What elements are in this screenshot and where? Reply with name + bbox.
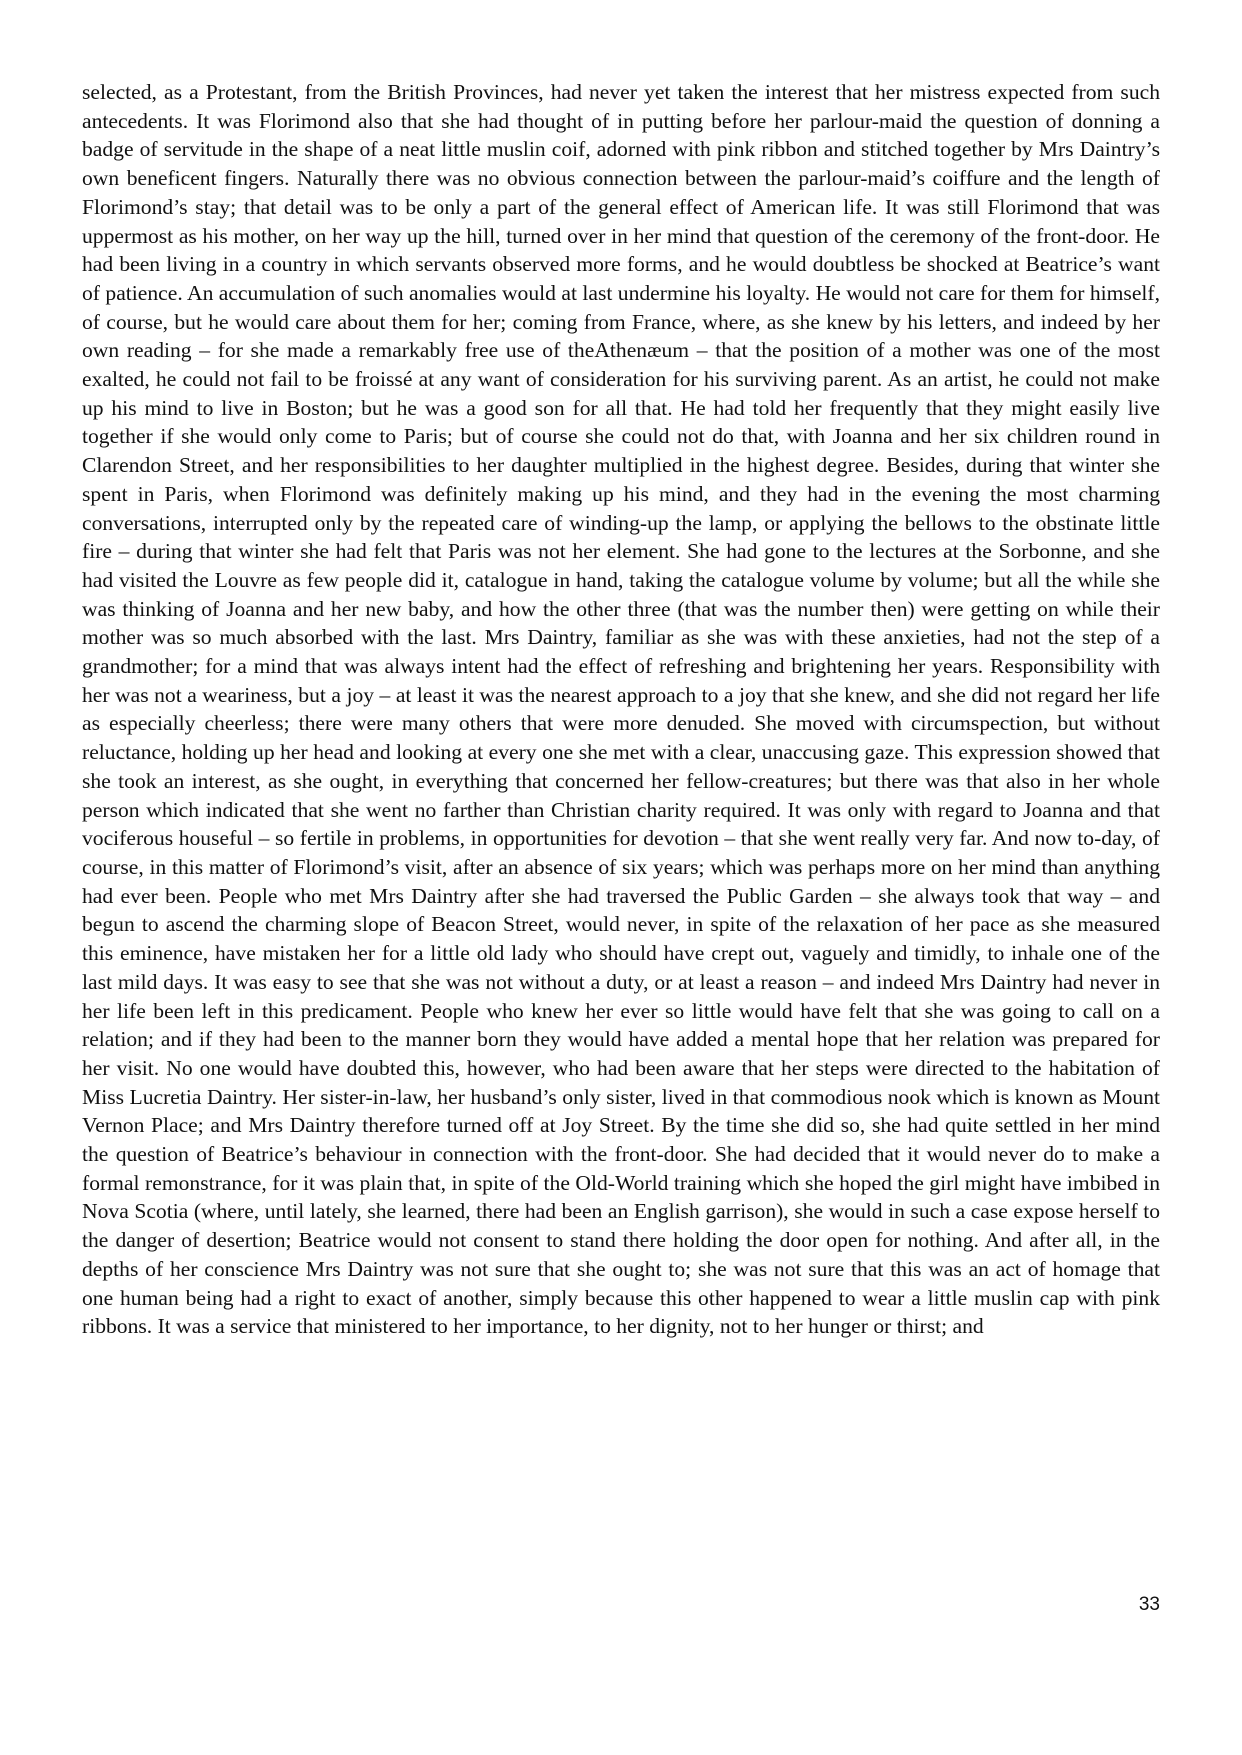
page-number: 33 xyxy=(1138,1594,1160,1615)
body-paragraph: selected, as a Protestant, from the British Provinces, had never yet taken the interest that her mistress expected from such antecedents. It was Florimond also that she had thought of in putting before her parlour-maid the question of donning a badge of servitude in the shape of a neat little muslin coif, adorned with pink ribbon and stitched together by Mrs Daintry’s own beneficent fingers. Naturally there was no obvious connection between the parlour-maid’s coiffure and the length of Florimond’s stay; that detail was to be only a part of the general effect of American life. It was still Florimond that was uppermost as his mother, on her way up the hill, turned over in her mind that question of the ceremony of the front-door. He had been living in a country in which servants observed more forms, and he would doubtless be shocked at Beatrice’s want of patience. An accumulation of such anomalies would at last undermine his loyalty. He would not care for them for himself, of course, but he would care about them for her; coming from France, where, as she knew by his letters, and indeed by her own reading – for she made a remarkably free use of theAthenæum – that the position of a mother was one of the most exalted, he could not fail to be froissé at any want of consideration for his surviving parent. As an artist, he could not make up his mind to live in Boston; but he was a good son for all that. He had told her frequently that they might easily live together if she would only come to Paris; but of course she could not do that, with Joanna and her six children round in Clarendon Street, and her responsibilities to her daughter multiplied in the highest degree. Besides, during that winter she spent in Paris, when Florimond was definitely making up his mind, and they had in the evening the most charming conversations, interrupted only by the repeated care of winding-up the lamp, or applying the bellows to the obstinate little fire – during that winter she had felt that Paris was not her element. She had gone to the lectures at the Sorbonne, and she had visited the Louvre as few people did it, catalogue in hand, taking the catalogue volume by volume; but all the while she was thinking of Joanna and her new baby, and how the other three (that was the number then) were getting on while their mother was so much absorbed with the last. Mrs Daintry, familiar as she was with these anxieties, had not the step of a grandmother; for a mind that was always intent had the effect of refreshing and brightening her years. Responsibility with her was not a weariness, but a joy – at least it was the nearest approach to a joy that she knew, and she did not regard her life as especially cheerless; there were many others that were more denuded. She moved with circumspection, but without reluctance, holding up her head and looking at every one she met with a clear, unaccusing gaze. This expression showed that she took an interest, as she ought, in everything that concerned her fellow-creatures; but there was that also in her whole person which indicated that she went no farther than Christian charity required. It was only with regard to Joanna and that vociferous houseful – so fertile in problems, in opportunities for devotion – that she went really very far. And now to-day, of course, in this matter of Florimond’s visit, after an absence of six years; which was perhaps more on her mind than anything had ever been. People who met Mrs Daintry after she had traversed the Public Garden – she always took that way – and begun to ascend the charming slope of Beacon Street, would never, in spite of the relaxation of her pace as she measured this eminence, have mistaken her for a little old lady who should have crept out, vaguely and timidly, to inhale one of the last mild days. It was easy to see that she was not without a duty, or at least a reason – and indeed Mrs Daintry had never in her life been left in this predicament. People who knew her ever so little would have felt that she was going to call on a relation; and if they had been to the manner born they would have added a mental hope that her relation was prepared for her visit. No one would have doubted this, however, who had been aware that her steps were directed to the habitation of Miss Lucretia Daintry. Her sister-in-law, her husband’s only sister, lived in that commodious nook which is known as Mount Vernon Place; and Mrs Daintry therefore turned off at Joy Street. By the time she did so, she had quite settled in her mind the question of Beatrice’s behaviour in connection with the front-door. She had decided that it would never do to make a formal remonstrance, for it was plain that, in spite of the Old-World training which she hoped the girl might have imbibed in Nova Scotia (where, until lately, she learned, there had been an English garrison), she would in such a case expose herself to the danger of desertion; Beatrice would not consent to stand there holding the door open for nothing. And after all, in the depths of her conscience Mrs Daintry was not sure that she ought to; she was not sure that this was an act of homage that one human being had a right to exact of another, simply because this other happened to wear a little muslin cap with pink ribbons. It was a service that ministered to her importance, to her dignity, not to her hunger or thirst; and xyxy=(82,80,1160,1339)
